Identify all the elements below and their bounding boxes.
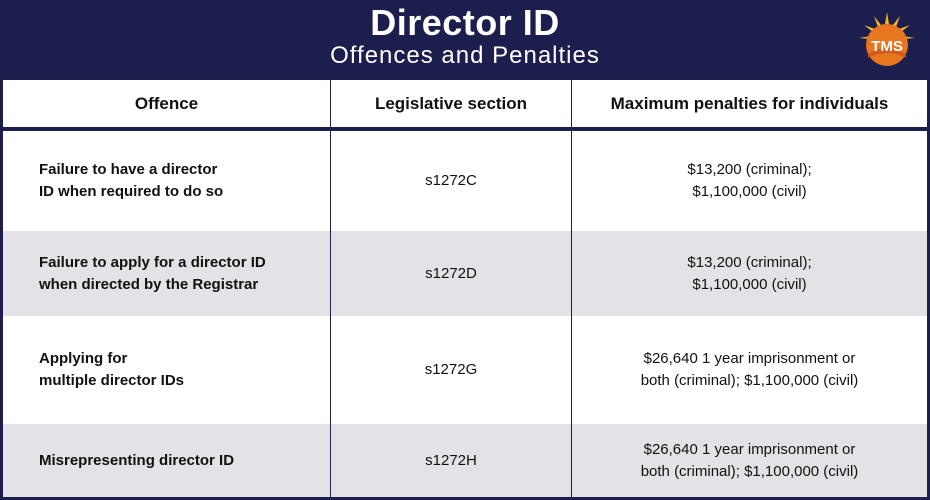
table-row bbox=[3, 424, 927, 497]
penalty-cell: $13,200 (criminal); $1,100,000 (civil) bbox=[687, 253, 812, 293]
section-cell: s1272C bbox=[425, 172, 477, 189]
page-subtitle: Offences and Penalties bbox=[330, 42, 600, 69]
header bbox=[0, 0, 930, 80]
column-header-offence: Offence bbox=[134, 93, 199, 113]
penalty-cell: $26,640 1 year imprisonment or both (criminal); $1,100,000 (civil) bbox=[640, 350, 859, 389]
table-row bbox=[3, 231, 927, 316]
table-row bbox=[3, 131, 927, 231]
column-header-penalties: Maximum penalties for individuals bbox=[610, 93, 889, 113]
logo-text: TMS bbox=[871, 38, 903, 55]
column-divider bbox=[571, 80, 572, 497]
penalty-cell: $13,200 (criminal); $1,100,000 (civil) bbox=[687, 161, 812, 200]
section-cell: s1272D bbox=[425, 264, 477, 282]
offence-cell: Applying for multiple director IDs bbox=[39, 350, 185, 389]
section-cell: s1272H bbox=[425, 451, 477, 469]
table-header bbox=[3, 80, 927, 127]
page-title: Director ID bbox=[370, 2, 560, 43]
column-divider bbox=[330, 80, 331, 497]
offence-cell: Failure to apply for a director ID when directed by the Registrar bbox=[39, 253, 266, 293]
offence-cell: Misrepresenting director ID bbox=[39, 451, 235, 469]
table-row bbox=[3, 316, 927, 424]
column-header-section: Legislative section bbox=[374, 93, 528, 113]
tms-logo bbox=[858, 12, 916, 70]
penalties-table bbox=[3, 80, 927, 497]
section-cell: s1272G bbox=[424, 361, 478, 378]
penalty-cell: $26,640 1 year imprisonment or both (criminal); $1,100,000 (civil) bbox=[640, 440, 859, 480]
offence-cell: Failure to have a director ID when required to do so bbox=[39, 161, 224, 200]
